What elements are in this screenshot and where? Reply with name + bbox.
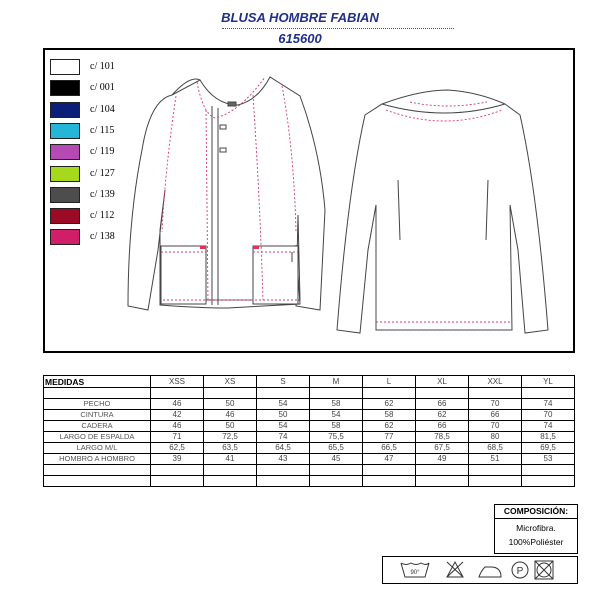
measurement-value: 49 <box>416 454 469 465</box>
measurement-value: 62,5 <box>151 443 204 454</box>
measurement-value: 66,5 <box>363 443 416 454</box>
size-header: XSS <box>151 376 204 388</box>
measurement-value: 41 <box>204 454 257 465</box>
measurement-value: 62 <box>416 410 469 421</box>
composition-box <box>494 504 578 554</box>
measurement-value: 45 <box>310 454 363 465</box>
measurement-value: 70 <box>469 421 522 432</box>
color-code-label: c/ 139 <box>90 188 115 200</box>
measurements-header-row <box>44 376 575 388</box>
color-code-label: c/ 127 <box>90 167 115 179</box>
measurement-value: 50 <box>204 421 257 432</box>
wash-temp-label: 90° <box>410 570 420 576</box>
measurement-value: 58 <box>310 421 363 432</box>
measurement-value: 81,5 <box>522 432 575 443</box>
measurement-value: 54 <box>257 421 310 432</box>
size-header: XXL <box>469 376 522 388</box>
composition-percent: 100%Poliéster <box>508 537 564 547</box>
color-code-label: c/ 001 <box>90 82 115 94</box>
size-header: M <box>310 376 363 388</box>
measurement-value: 68,5 <box>469 443 522 454</box>
measurement-value: 42 <box>151 410 204 421</box>
measurement-value: 58 <box>363 410 416 421</box>
size-header: XS <box>204 376 257 388</box>
color-code-label: c/ 119 <box>90 146 115 158</box>
measurement-value: 62 <box>363 421 416 432</box>
size-header: L <box>363 376 416 388</box>
measurement-value: 80 <box>469 432 522 443</box>
size-header: YL <box>522 376 575 388</box>
measurement-value: 67,5 <box>416 443 469 454</box>
measurement-row <box>44 410 575 421</box>
measurement-value: 43 <box>257 454 310 465</box>
color-code-label: c/ 101 <box>90 61 115 72</box>
measurement-value: 78,5 <box>416 432 469 443</box>
measurement-value: 74 <box>522 399 575 410</box>
measurement-row <box>44 421 575 432</box>
measurement-row <box>44 399 575 410</box>
measurement-value: 75,5 <box>310 432 363 443</box>
measurement-label: HOMBRO A HOMBRO <box>44 454 151 465</box>
measurement-label: CINTURA <box>44 410 151 421</box>
empty-row <box>44 476 575 487</box>
size-header: XL <box>416 376 469 388</box>
measurement-value: 50 <box>257 410 310 421</box>
color-code-label: c/ 112 <box>90 210 115 222</box>
measurement-value: 66 <box>469 410 522 421</box>
garment-code: 615600 <box>278 31 322 46</box>
measurement-value: 70 <box>469 399 522 410</box>
measurement-row <box>44 432 575 443</box>
measurement-label: LARGO M/L <box>44 443 151 454</box>
measurement-value: 77 <box>363 432 416 443</box>
measurement-value: 54 <box>310 410 363 421</box>
measurement-value: 54 <box>257 399 310 410</box>
measurement-value: 46 <box>204 410 257 421</box>
measurements-title: MEDIDAS <box>44 376 151 388</box>
measurement-row <box>44 454 575 465</box>
measurement-value: 63,5 <box>204 443 257 454</box>
color-code-label: c/ 115 <box>90 124 115 136</box>
measurement-row <box>44 443 575 454</box>
composition-fabric: Microfibra. <box>516 523 556 533</box>
measurement-value: 64,5 <box>257 443 310 454</box>
no-tumble-dry-icon <box>535 561 553 579</box>
garment-title: BLUSA HOMBRE FABIAN <box>221 10 379 25</box>
measurement-value: 70 <box>522 410 575 421</box>
measurement-value: 66 <box>416 399 469 410</box>
back-view-drawing <box>337 90 548 333</box>
measurement-value: 66 <box>416 421 469 432</box>
front-view-drawing <box>128 77 325 310</box>
wash-90-icon <box>401 563 429 577</box>
color-code-label: c/ 104 <box>90 103 115 115</box>
color-code-label: c/ 138 <box>90 231 115 243</box>
measurements-table <box>43 375 575 487</box>
measurement-value: 74 <box>257 432 310 443</box>
care-instructions-box <box>382 556 578 584</box>
measurement-label: CADERA <box>44 421 151 432</box>
measurement-value: 46 <box>151 399 204 410</box>
dryclean-p-icon <box>512 562 528 578</box>
empty-row <box>44 388 575 399</box>
measurement-value: 62 <box>363 399 416 410</box>
measurement-value: 65,5 <box>310 443 363 454</box>
measurement-value: 58 <box>310 399 363 410</box>
iron-icon <box>479 567 501 577</box>
measurement-value: 46 <box>151 421 204 432</box>
measurement-value: 51 <box>469 454 522 465</box>
measurement-value: 47 <box>363 454 416 465</box>
empty-row <box>44 465 575 476</box>
measurement-value: 53 <box>522 454 575 465</box>
measurement-label: PECHO <box>44 399 151 410</box>
measurement-value: 39 <box>151 454 204 465</box>
dryclean-letter: P <box>516 566 524 577</box>
measurement-value: 50 <box>204 399 257 410</box>
measurement-value: 74 <box>522 421 575 432</box>
measurement-label: LARGO DE ESPALDA <box>44 432 151 443</box>
composition-title: COMPOSICIÓN: <box>495 505 577 519</box>
measurement-value: 69,5 <box>522 443 575 454</box>
no-bleach-icon <box>447 562 463 577</box>
size-header: S <box>257 376 310 388</box>
measurement-value: 72,5 <box>204 432 257 443</box>
measurement-value: 71 <box>151 432 204 443</box>
